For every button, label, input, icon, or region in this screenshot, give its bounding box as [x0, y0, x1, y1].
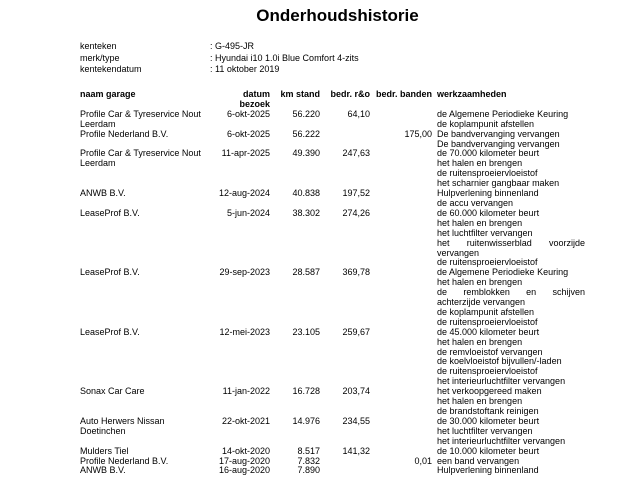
- work-item: De bandvervanging vervangen: [437, 138, 560, 149]
- amount-ro-cell: 274,26: [342, 207, 370, 218]
- work-item: een band vervangen: [437, 455, 520, 466]
- work-items-cell: [432, 387, 585, 417]
- work-items-cell: [432, 209, 585, 268]
- work-item: de ruitensproeiervloeistof: [437, 366, 538, 377]
- visit-date-cell: 12-aug-2024: [218, 188, 270, 199]
- garage-name-cell: Profile Nederland B.V.: [80, 455, 169, 466]
- km-stand-cell: 14.976: [292, 415, 320, 426]
- visit-date-cell: 5-jun-2024: [226, 207, 270, 218]
- table-row: [80, 328, 585, 387]
- km-stand-cell: 16.728: [292, 386, 320, 397]
- km-stand-cell: 28.587: [292, 267, 320, 278]
- vehicle-info-row: [80, 41, 359, 53]
- km-stand-cell: 49.390: [292, 148, 320, 159]
- work-item: de remvloeistof vervangen: [437, 346, 543, 357]
- visit-date-cell: 11-apr-2025: [221, 148, 270, 159]
- work-item: de 70.000 kilometer beurt: [437, 148, 540, 159]
- vehicle-info-value: : G-495-JR: [210, 41, 255, 51]
- amount-tires-cell: 175,00: [404, 128, 432, 139]
- work-item: het scharnier gangbaar maken: [437, 178, 560, 189]
- km-stand-cell: 40.838: [292, 188, 320, 199]
- work-items-cell: [432, 417, 585, 447]
- table-row: [80, 130, 585, 150]
- amount-ro-cell: 203,74: [342, 386, 370, 397]
- work-item: de koelvloeistof bijvullen/-laden: [437, 356, 562, 367]
- garage-name-cell: Sonax Car Care: [80, 386, 145, 397]
- vehicle-info-row: [80, 64, 359, 76]
- garage-name-cell: LeaseProf B.V.: [80, 326, 140, 337]
- table-row: [80, 189, 585, 209]
- work-item: het ruitenwisserblad voorzijde vervangen: [437, 237, 585, 258]
- visit-date-cell: 29-sep-2023: [219, 267, 270, 278]
- garage-name-cell: Auto Herwers Nissan Doetinchen: [80, 415, 165, 436]
- column-header-bedr-banden: bedr. banden: [375, 89, 432, 99]
- maintenance-table: [80, 90, 585, 476]
- vehicle-info-value: : 11 oktober 2019: [210, 64, 280, 75]
- visit-date-cell: 11-jan-2022: [222, 386, 270, 397]
- garage-name-cell: Profile Car & Tyreservice Nout Leerdam: [80, 108, 201, 129]
- column-header-werkzaamheden: werkzaamheden: [437, 89, 507, 99]
- table-row: [80, 110, 585, 130]
- table-row: [80, 209, 585, 268]
- amount-ro-cell: 259,67: [342, 326, 370, 337]
- work-item: de 45.000 kilometer beurt: [437, 326, 540, 337]
- amount-tires-cell: 0,01: [414, 455, 432, 466]
- work-item: het luchtfilter vervangen: [437, 425, 533, 436]
- vehicle-info-label: merk/type: [80, 52, 120, 63]
- vehicle-info-label: kenteken: [80, 41, 117, 51]
- work-item: de koplampunit afstellen: [437, 118, 535, 129]
- amount-ro-cell: 197,52: [342, 188, 370, 199]
- work-item: het halen en brengen: [437, 217, 523, 228]
- table-row: [80, 149, 585, 189]
- work-item: het halen en brengen: [437, 396, 523, 407]
- garage-name-cell: Mulders Tiel: [80, 445, 129, 456]
- garage-name-cell: LeaseProf B.V.: [80, 267, 140, 278]
- work-item: het halen en brengen: [437, 277, 523, 288]
- work-item: het luchtfilter vervangen: [437, 227, 533, 238]
- garage-name-cell: ANWB B.V.: [80, 188, 126, 199]
- work-item: de 30.000 kilometer beurt: [437, 415, 540, 426]
- visit-date-cell: 6-okt-2025: [226, 108, 270, 119]
- visit-date-cell: 6-okt-2025: [226, 128, 270, 139]
- work-item: het verkoopgereed maken: [437, 386, 542, 397]
- work-item: de ruitensproeiervloeistof: [437, 168, 538, 179]
- page-title: Onderhoudshistorie: [256, 6, 419, 25]
- work-item: Hulpverlening binnenland: [437, 465, 539, 476]
- work-items-cell: [432, 189, 585, 209]
- km-stand-cell: 7.832: [297, 455, 320, 466]
- vehicle-info-label: kentekendatum: [80, 64, 142, 75]
- work-item: het interieurluchtfilter vervangen: [437, 435, 566, 446]
- amount-ro-cell: 369,78: [342, 267, 370, 278]
- work-item: de ruitensproeiervloeistof: [437, 257, 538, 268]
- garage-name-cell: Profile Car & Tyreservice Nout Leerdam: [80, 148, 201, 169]
- work-items-cell: [432, 149, 585, 189]
- column-header-naam-garage: naam garage: [80, 89, 136, 99]
- amount-ro-cell: 141,32: [342, 445, 370, 456]
- visit-date-cell: 17-aug-2020: [218, 455, 270, 466]
- garage-name-cell: ANWB B.V.: [80, 465, 126, 476]
- table-header-row: [80, 90, 585, 110]
- visit-date-cell: 12-mei-2023: [219, 326, 270, 337]
- work-item: Hulpverlening binnenland: [437, 188, 539, 199]
- column-header-km-stand: km stand: [280, 89, 320, 99]
- work-items-cell: [432, 130, 585, 150]
- vehicle-info-value: : Hyundai i10 1.0i Blue Comfort 4-zits: [210, 52, 359, 63]
- km-stand-cell: 8.517: [297, 445, 320, 456]
- garage-name-cell: Profile Nederland B.V.: [80, 128, 169, 139]
- work-item: de 10.000 kilometer beurt: [437, 445, 540, 456]
- column-header-bedr-ro: bedr. r&o: [330, 89, 370, 99]
- table-body: [80, 110, 585, 477]
- km-stand-cell: 7.890: [297, 465, 320, 476]
- work-items-cell: [432, 328, 585, 387]
- column-header-datum-bezoek: datum bezoek: [239, 89, 270, 109]
- km-stand-cell: 56.220: [292, 108, 320, 119]
- work-item: de Algemene Periodieke Keuring: [437, 267, 569, 278]
- table-row: [80, 417, 585, 447]
- work-item: de koplampunit afstellen: [437, 306, 535, 317]
- work-item: de brandstoftank reinigen: [437, 406, 539, 416]
- work-items-cell: [432, 466, 585, 476]
- work-item: de accu vervangen: [437, 197, 514, 208]
- km-stand-cell: 56.222: [292, 128, 320, 139]
- visit-date-cell: 22-okt-2021: [221, 415, 270, 426]
- km-stand-cell: 23.105: [292, 326, 320, 337]
- work-item: de ruitensproeiervloeistof: [437, 316, 538, 327]
- garage-name-cell: LeaseProf B.V.: [80, 207, 140, 218]
- work-item: de remblokken en schijven achterzijde vervangen: [437, 287, 585, 308]
- work-item: het halen en brengen: [437, 158, 523, 169]
- km-stand-cell: 38.302: [292, 207, 320, 218]
- work-item: de 60.000 kilometer beurt: [437, 207, 540, 218]
- visit-date-cell: 14-okt-2020: [221, 445, 270, 456]
- amount-ro-cell: 247,63: [342, 148, 370, 159]
- work-item: de Algemene Periodieke Keuring: [437, 108, 569, 119]
- work-item: het interieurluchtfilter vervangen: [437, 376, 566, 387]
- vehicle-info-section: [80, 41, 359, 76]
- visit-date-cell: 16-aug-2020: [218, 465, 270, 476]
- work-item: het halen en brengen: [437, 336, 523, 347]
- amount-ro-cell: 234,55: [342, 415, 370, 426]
- table-row: [80, 387, 585, 417]
- work-items-cell: [432, 110, 585, 130]
- vehicle-info-row: [80, 53, 359, 65]
- table-row: [80, 466, 585, 476]
- work-items-cell: [432, 268, 585, 327]
- amount-ro-cell: 64,10: [347, 108, 370, 119]
- table-row: [80, 268, 585, 327]
- work-item: De bandvervanging vervangen: [437, 128, 560, 139]
